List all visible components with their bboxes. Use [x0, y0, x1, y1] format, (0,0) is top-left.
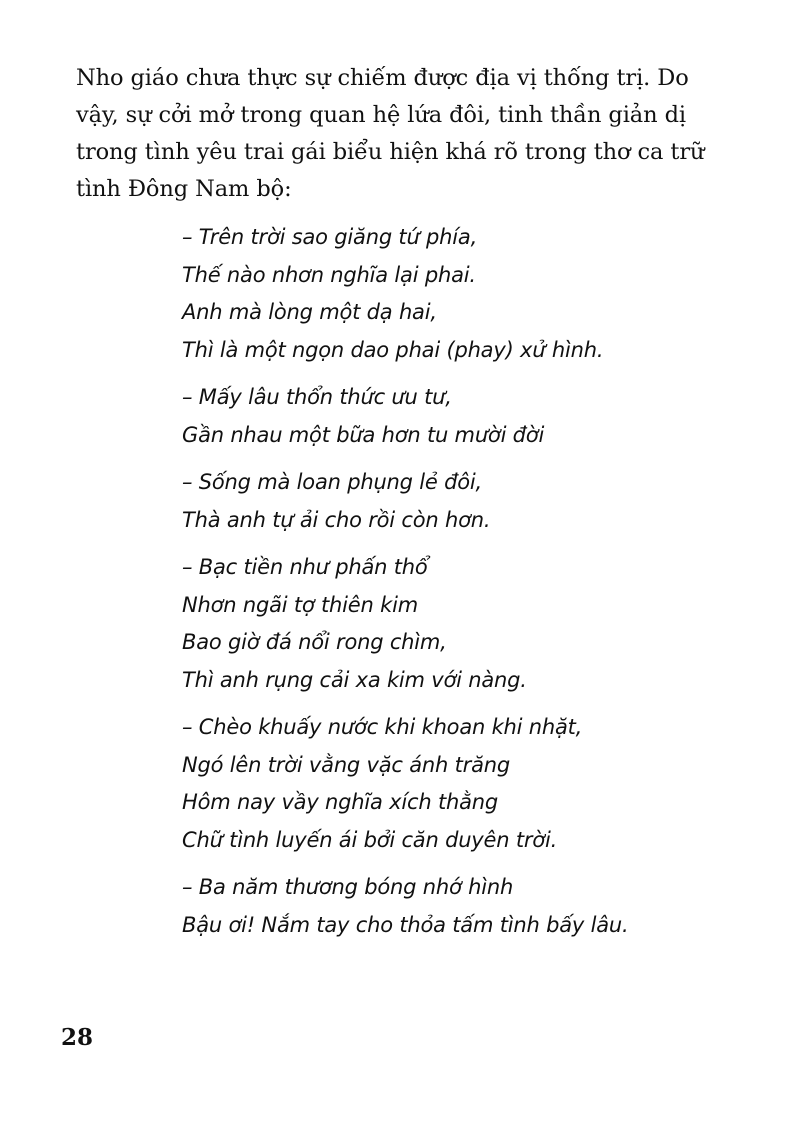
poem-verses [182, 219, 742, 954]
verse-line: Chữ tình luyến ái bởi căn duyên trời. [182, 827, 558, 852]
verse-line: Hôm nay vầy nghĩa xích thằng [182, 790, 499, 814]
intro-line: trong tình yêu trai gái biểu hiện khá rõ trong thơ ca trữ [76, 139, 705, 165]
verse-line: Thà anh tự ải cho rồi còn hơn. [182, 507, 491, 532]
verse-line: Gần nhau một bữa hơn tu mười đời [182, 422, 545, 447]
stanza [182, 219, 742, 369]
verse-line: Anh mà lòng một dạ hai, [182, 300, 437, 324]
stanza [182, 549, 742, 699]
intro-line: tình Đông Nam bộ: [76, 176, 292, 202]
verse-line: – Mấy lâu thổn thức ưu tư, [182, 385, 452, 409]
verse-line: Ngó lên trời vằng vặc ánh trăng [182, 752, 510, 777]
verse-line: Bậu ơi! Nắm tay cho thỏa tấm tình bấy lâu. [182, 912, 629, 937]
verse-line: Thế nào nhơn nghĩa lại phai. [182, 262, 476, 287]
intro-line: Nho giáo chưa thực sự chiếm được địa vị thống trị. Do [76, 65, 689, 91]
intro-paragraph [76, 60, 736, 208]
intro-line: vậy, sự cởi mở trong quan hệ lứa đôi, tinh thần giản dị [76, 102, 686, 128]
verse-line: Bao giờ đá nổi rong chìm, [182, 630, 447, 654]
verse-line: – Ba năm thương bóng nhớ hình [182, 875, 514, 899]
verse-line: Thì là một ngọn dao phai (phay) xử hình. [182, 337, 604, 362]
stanza [182, 709, 742, 859]
stanza [182, 379, 742, 454]
stanza [182, 869, 742, 944]
verse-line: Nhơn ngãi tợ thiên kim [182, 592, 418, 617]
page-number: 28 [61, 1024, 94, 1051]
verse-line: – Trên trời sao giăng tứ phía, [182, 225, 478, 249]
verse-line: – Chèo khuấy nước khi khoan khi nhặt, [182, 715, 583, 739]
verse-line: Thì anh rụng cải xa kim với nàng. [182, 667, 527, 692]
verse-line: – Bạc tiền như phấn thổ [182, 555, 428, 579]
verse-line: – Sống mà loan phụng lẻ đôi, [182, 470, 482, 494]
stanza [182, 464, 742, 539]
